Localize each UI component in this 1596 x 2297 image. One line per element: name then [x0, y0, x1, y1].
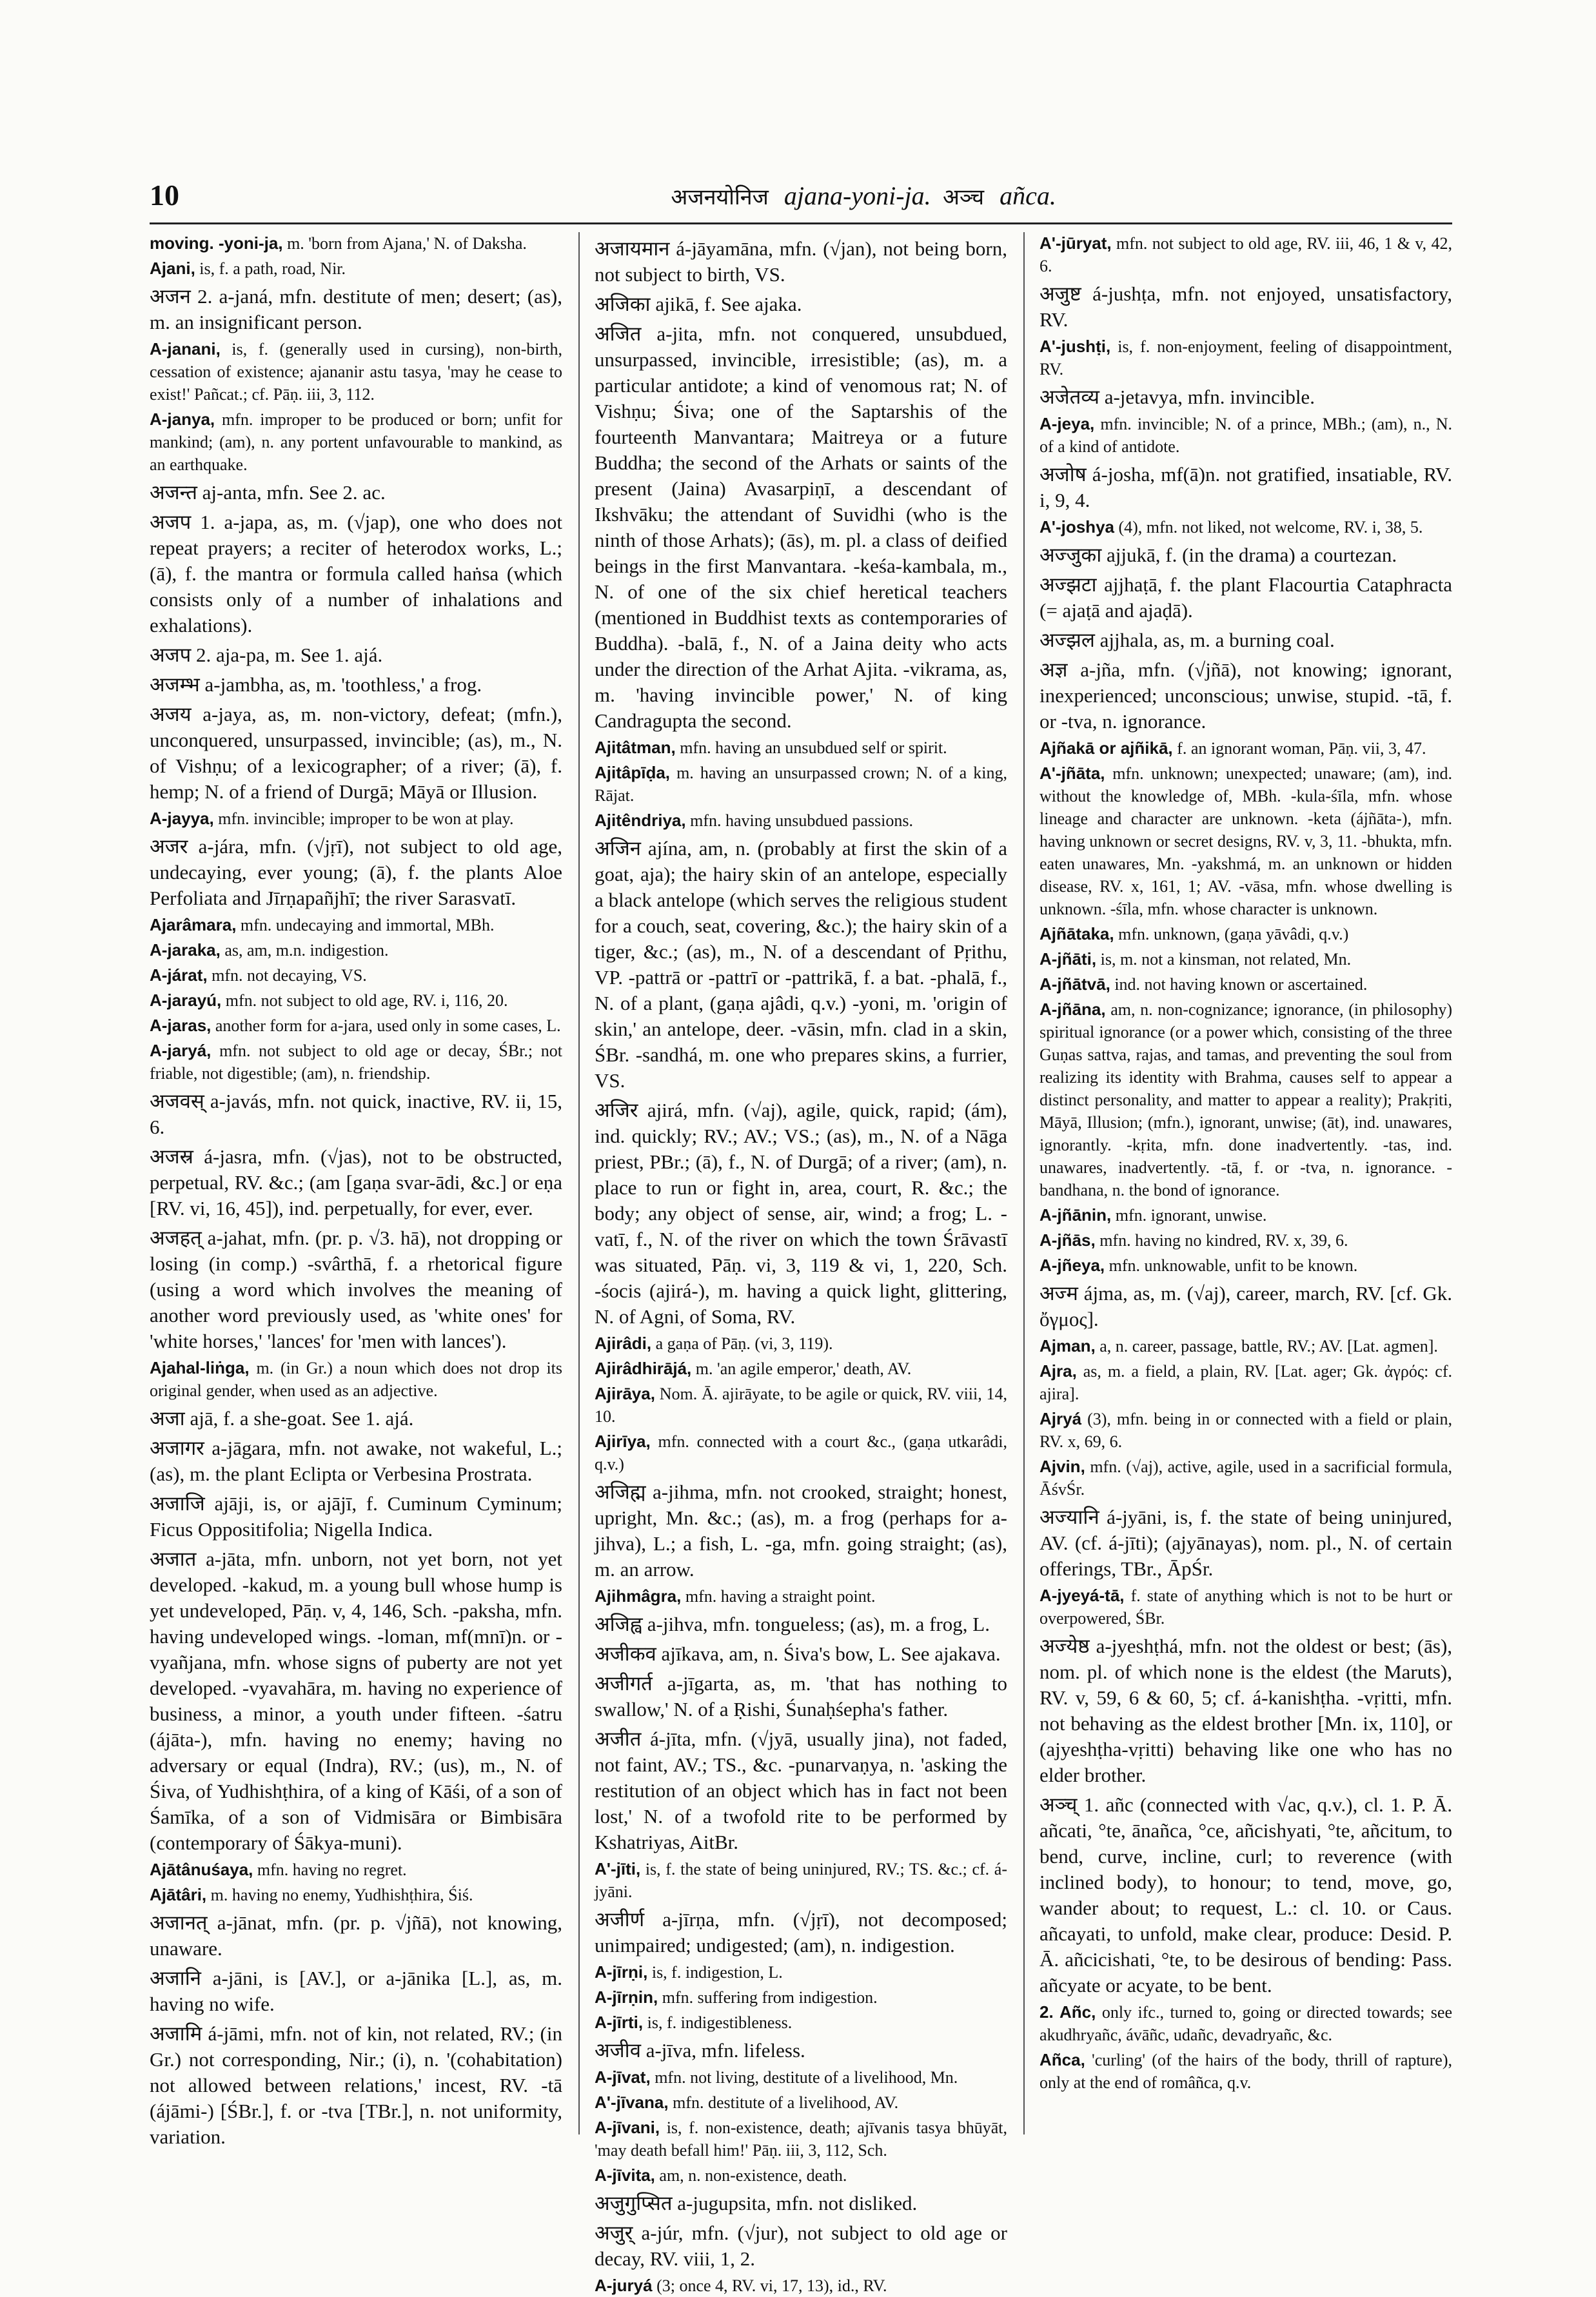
entry-definition: 'curling' (of the hairs of the body, thrill of rapture), only at the end of româñca, q.v. [1039, 2051, 1452, 2092]
entry-headword: अजिह्म [595, 1481, 646, 1504]
entry-definition: ajjhala, as, m. a burning coal. [1099, 629, 1335, 651]
dictionary-entry [150, 1546, 562, 1856]
entry-definition: a-jihma, mfn. not crooked, straight; honest, upright, Mn. &c.; (as), m. a frog (perhaps for a-jihva), L.; a fish, L. -ga, mfn. going straight; (as), m. an arrow. [595, 1481, 1008, 1581]
entry-headword: A-jīrṇin, [595, 1987, 658, 2007]
column-divider [578, 232, 580, 2134]
entry-definition: ajína, am, n. (probably at first the skin of a goat, aja); the hairy skin of an antelope, especially a black antelope (which serves the religious student for a couch, seat, covering, &c.); the hairy skin of a tiger, &c.; (as), m., N. of a descendant of Pṛithu, VP. -pattrā or -pattrī or -pattrikā, f. a bat. -phalā, f., N. of a plant, (gaṇa ajâdi, q.v.) -yoni, m. 'origin of skin,' an antelope, deer. -vāsin, mfn. clad in a skin, ŚBr. -sandhá, m. one who prepares skins, a furrier, VS. [595, 837, 1008, 1092]
dictionary-entry [595, 1612, 1007, 1637]
entry-headword: अजेतव्य [1039, 386, 1099, 409]
dictionary-entry [1039, 1584, 1452, 1630]
entry-definition: mfn. unknown; unexpected; unaware; (am), ind. without the knowledge of, MBh. -kula-śīla, mfn. whose lineage and character are unknown. -keta (ájñāta-), mfn. having unknown or secret designs, RV. v, 3, 11. -bhukta, mfn. eaten unawares, Mn. -yakshmá, m. an unknown or hidden disease, RV. x, 161, 1; AV. -vāsa, mfn. whose dwelling is unknown. -śīla, mfn. whose character is unknown. [1039, 764, 1453, 918]
entry-headword: A-jīvat, [595, 2067, 651, 2087]
entry-definition: a-jita, mfn. not conquered, unsubdued, unsurpassed, invincible, irresistible; (as), m. a particular antidote; a kind of venomous rat; N. of Vishṇu; Śiva; one of the Saptarshis of the fourteenth Manvantara; Maitreya or a future Buddha; the second of the Arhats or saints of the present (Jaina) Avasarpiṇī, a descendant of Ikshvāku; the attendant of Suvidhi (who is the ninth of those Arhats); (ās), m. pl. a class of deified beings in the first Manvantara. -keśa-kambala, m., N. of one of the six chief heretical teachers (mentioned in Buddhist texts as contemporaries of Buddha). -balā, f., N. of a Jaina deity who acts under the direction of the Arhat Ajita. -vikrama, as, m. 'having invincible power,' N. of king Candragupta the second. [595, 322, 1008, 732]
dictionary-entry [1039, 1229, 1452, 1252]
entry-definition: a-jahat, mfn. (pr. p. √3. hā), not dropping or losing (in comp.) -svârthā, f. a rhetorical figure (using a word which involves the meaning of another word previously used, as 'white ones' for 'white horses,' 'lances' for 'men with lances'). [150, 1227, 562, 1352]
entry-headword: अज्झल [1039, 629, 1095, 652]
entry-definition: f. state of anything which is not to be hurt or overpowered, ŚBr. [1039, 1586, 1453, 1628]
entry-definition: mfn. invincible; N. of a prince, MBh.; (am), n., N. of a kind of antidote. [1039, 415, 1453, 456]
page-header [150, 178, 1452, 223]
entry-headword: A-jaraka, [150, 940, 221, 960]
entry-headword: A-jīrti, [595, 2013, 644, 2032]
dictionary-entry [595, 736, 1007, 759]
entry-definition: Nom. Ā. ajirāyate, to be agile or quick, RV. viii, 14, 10. [595, 1385, 1007, 1426]
dictionary-entry [595, 2191, 1007, 2216]
entry-definition: mfn. having an unsubdued self or spirit. [680, 738, 947, 757]
entry-definition: mfn. having no regret. [257, 1860, 407, 1879]
dictionary-entry [1039, 281, 1452, 333]
dictionary-entry [595, 1383, 1007, 1428]
entry-definition: mfn. not subject to old age, RV. i, 116, 20. [225, 991, 508, 1010]
entry-definition: a-jetavya, mfn. invincible. [1104, 386, 1315, 408]
entry-headword: A-járat, [150, 965, 208, 985]
entry-headword: A'-jīvana, [595, 2093, 669, 2112]
entry-headword: moving. -yoni-ja, [150, 233, 283, 253]
entry-definition: is, f. a path, road, Nir. [199, 259, 346, 278]
dictionary-entry [1039, 1254, 1452, 1277]
entry-headword: A-jarayú, [150, 991, 222, 1010]
entry-definition: a-jāgara, mfn. not awake, not wakeful, L.; (as), m. the plant Eclipta or Verbesina Prostrata. [150, 1437, 563, 1485]
dictionary-entry [1039, 384, 1452, 410]
entry-definition: a-jānat, mfn. (pr. p. √jñā), not knowing, unaware. [150, 1911, 562, 1960]
entry-definition: mfn. having unsubdued passions. [690, 811, 914, 830]
entry-definition: is, f. non-existence, death; ajīvanis tasya bhūyāt, 'may death befall him!' Pāṇ. iii, 3, 112, Sch. [595, 2118, 1008, 2160]
dictionary-entry [1039, 462, 1452, 513]
entry-definition: a, n. career, passage, battle, RV.; AV. [Lat. agmen]. [1099, 1337, 1438, 1356]
entry-headword: Ajātânuśaya, [150, 1860, 253, 1879]
dictionary-entry [595, 2274, 1007, 2297]
entry-definition: 2. aja-pa, m. See 1. ajá. [196, 644, 383, 666]
dictionary-entry [1039, 737, 1452, 760]
entry-headword: A-jaras, [150, 1016, 212, 1035]
entry-definition: ajjukā, f. (in the drama) a courtezan. [1107, 544, 1397, 566]
dictionary-entry [150, 964, 562, 987]
header-right-devanagari: अञ्च [943, 184, 985, 210]
entry-definition: á-jushṭa, mfn. not enjoyed, unsatisfactory, RV. [1039, 282, 1452, 331]
header-right-translit: añca. [1000, 181, 1056, 210]
dictionary-entry [150, 232, 562, 255]
entry-definition: m. 'born from Ajana,' N. of Daksha. [287, 234, 527, 253]
entry-definition: ajāji, is, or ajājī, f. Cuminum Cyminum; Ficus Oppositifolia; Nigella Indica. [150, 1492, 563, 1541]
dictionary-entry [150, 480, 562, 506]
entry-headword: A-janya, [150, 409, 215, 429]
dictionary-entry [595, 2038, 1007, 2064]
entry-definition: a-jambha, as, m. 'toothless,' a frog. [204, 673, 482, 696]
entry-headword: अजीगर्त [595, 1672, 653, 1695]
entry-headword: अजुगुप्सित [595, 2192, 673, 2215]
dictionary-entry [595, 836, 1007, 1094]
entry-headword: अजानत् [150, 1911, 208, 1935]
entry-headword: Ajñakā or ajñikā, [1039, 738, 1173, 758]
header-center-devanagari: अजनयोनिज [671, 184, 769, 210]
entry-headword: Ajihmâgra, [595, 1586, 682, 1606]
dictionary-entry [150, 642, 562, 668]
dictionary-entry [150, 338, 562, 406]
entry-definition: only ifc., turned to, going or directed towards; see akudhryañc, ávāñc, udañc, devadryañc, &c. [1039, 2003, 1452, 2044]
entry-definition: á-jāyamāna, mfn. (√jan), not being born, not subject to birth, VS. [595, 237, 1008, 286]
entry-headword: Ajani, [150, 259, 195, 278]
dictionary-entry [150, 1144, 562, 1221]
entry-definition: am, n. non-cognizance; ignorance, (in philosophy) spiritual ignorance (or a power which, consisting of the three Guṇas sattva, rajas, and tamas, and preventing the soul from realizing its identity with Brahma, causes self to appear a distinct personality, and matter to appear a reality); Prakṛiti, Māyā, Illusion; (mfn.), ignorant, unwise; (āt), ind. unawares, ignorantly. -kṛita, mfn. done inadvertently. -tas, ind. unawares, inadvertently. -tā, f. or -tva, n. ignorance. -bandhana, n. the bond of ignorance. [1039, 1000, 1452, 1199]
entry-definition: á-jyāni, is, f. the state of being uninjured, AV. (cf. á-jīti); (ajyānayas), nom. pl., N. of certain offerings, TBr., ĀpŚr. [1039, 1506, 1452, 1580]
entry-headword: A-jñeya, [1039, 1256, 1105, 1275]
entry-definition: mfn. (√aj), active, agile, used in a sacrificial formula, ĀśvŚr. [1039, 1457, 1453, 1499]
dictionary-entry [150, 914, 562, 936]
entry-definition: mfn. not decaying, VS. [212, 966, 367, 985]
column-3 [1039, 232, 1452, 2167]
entry-definition: ind. not having known or ascertained. [1114, 975, 1368, 994]
entry-headword: अजिन [595, 837, 641, 860]
dictionary-entry [595, 2066, 1007, 2089]
entry-definition: a gaṇa of Pāṇ. (vi, 3, 119). [655, 1334, 833, 1353]
entry-headword: A-jayya, [150, 809, 214, 828]
entry-definition: mfn. unknown, (gaṇa yāvâdi, q.v.) [1118, 925, 1349, 943]
dictionary-entry [595, 2164, 1007, 2187]
entry-headword: 2. Añc, [1039, 2002, 1096, 2022]
entry-headword: अजीत [595, 1728, 642, 1751]
entry-headword: अजुष्ट [1039, 282, 1081, 306]
entry-headword: Ajman, [1039, 1336, 1096, 1356]
entry-definition: m. 'an agile emperor,' death, AV. [695, 1359, 912, 1378]
entry-headword: A'-jūryat, [1039, 233, 1112, 253]
entry-headword: अज्झटा [1039, 573, 1097, 596]
entry-headword: A-jīrṇi, [595, 1962, 648, 1982]
dictionary-entry [1039, 1360, 1452, 1405]
entry-headword: अजम्भ [150, 673, 200, 696]
dictionary-entry [150, 989, 562, 1012]
entry-definition: mfn. improper to be produced or born; unfit for mankind; (am), n. any portent unfavourable to mankind, as an earthquake. [150, 410, 562, 474]
entry-headword: अजायमान [595, 237, 670, 261]
entry-headword: A-janani, [150, 339, 221, 359]
entry-headword: अजर [150, 835, 188, 858]
dictionary-entry [150, 1435, 562, 1487]
dictionary-entry [150, 939, 562, 961]
dictionary-entry [595, 1332, 1007, 1355]
entry-definition: as, m. a field, a plain, RV. [Lat. ager; Gk. ἀγρός: cf. ajira]. [1039, 1362, 1452, 1403]
entry-definition: a-jāni, is [AV.], or a-jānika [L.], as, m. having no wife. [150, 1967, 563, 2015]
entry-headword: अज्म [1039, 1282, 1078, 1305]
dictionary-entry [595, 2091, 1007, 2114]
entry-definition: aj-anta, mfn. See 2. ac. [202, 481, 386, 504]
entry-definition: is, f. indigestion, L. [651, 1963, 783, 1982]
column-2 [595, 232, 1008, 2295]
dictionary-entry [1039, 572, 1452, 624]
entry-headword: अजीर्ण [595, 1908, 645, 1931]
entry-definition: a-jīgarta, as, m. 'that has nothing to swallow,' N. of a Ṛishi, Śunaḥśepha's father. [595, 1672, 1008, 1720]
entry-definition: mfn. connected with a court &c., (gaṇa utkarâdi, q.v.) [595, 1432, 1008, 1474]
entry-headword: अजहत् [150, 1227, 202, 1250]
entry-definition: mfn. having no kindred, RV. x, 39, 6. [1099, 1231, 1348, 1250]
dictionary-entry [150, 1910, 562, 1962]
entry-definition: a-jīva, mfn. lifeless. [645, 2039, 805, 2062]
entry-definition: á-jāmi, mfn. not of kin, not related, RV.; (in Gr.) not corresponding, Nir.; (i), n. '(cohabitation) not allowed between relations,' incest, RV. -tā (ájāmi-) [ŚBr.], f. or -tva [TBr.], n. not uniformity, variation. [150, 2022, 562, 2148]
entry-definition: as, am, m.n. indigestion. [224, 941, 389, 960]
entry-headword: अजप [150, 511, 192, 534]
entry-definition: a-jihva, mfn. tongueless; (as), m. a frog, L. [647, 1613, 990, 1635]
entry-definition: (3; once 4, RV. vi, 17, 13), id., RV. [656, 2276, 887, 2295]
entry-definition: ájma, as, m. (√aj), career, march, RV. [cf. Gk. ὄγμος]. [1039, 1282, 1452, 1330]
dictionary-entry [1039, 413, 1452, 458]
entry-definition: mfn. ignorant, unwise. [1115, 1206, 1267, 1225]
entry-headword: Ajitâpīḍa, [595, 763, 671, 782]
column-1 [150, 232, 562, 2167]
entry-headword: A-jñāna, [1039, 1000, 1106, 1019]
dictionary-entry [1039, 998, 1452, 1201]
entry-definition: mfn. unknowable, unfit to be known. [1108, 1256, 1358, 1275]
entry-headword: Ajirâdi, [595, 1334, 652, 1353]
entry-headword: अजुर् [595, 2222, 633, 2245]
dictionary-entry [1039, 657, 1452, 734]
entry-headword: A-jeya, [1039, 414, 1095, 433]
dictionary-entry [595, 1479, 1007, 1582]
header-center-translit: ajana-yoni-ja. [783, 181, 931, 210]
dictionary-entry [1039, 1792, 1452, 1998]
entry-definition: a-jaya, as, m. non-victory, defeat; (mfn.), unconquered, unsurpassed, invincible; (as), m., N. of Vishṇu; of a lexicographer; of a river; (ā), f. hemp; N. of a friend of Durgā; Māyā or Illusion. [150, 703, 562, 803]
dictionary-entry [150, 702, 562, 805]
entry-headword: अजोष [1039, 463, 1087, 486]
entry-headword: अजीव [595, 2039, 641, 2062]
entry-headword: अजिह्व [595, 1613, 643, 1636]
entry-definition: m. having an unsurpassed crown; N. of a king, Rājat. [595, 764, 1007, 805]
dictionary-entry [595, 1585, 1007, 1608]
entry-headword: अज्यानि [1039, 1506, 1099, 1529]
dictionary-entry [595, 762, 1007, 807]
entry-headword: A-jñāti, [1039, 949, 1097, 969]
entry-definition: m. having no enemy, Yudhishṭhira, Śiś. [210, 1886, 473, 1904]
entry-headword: अज्ञ [1039, 658, 1068, 682]
entry-definition: m. (in Gr.) a noun which does not drop its original gender, when used as an adjective. [150, 1359, 563, 1400]
dictionary-entry [595, 1858, 1007, 1903]
dictionary-entry [595, 2220, 1007, 2272]
dictionary-entry [150, 1225, 562, 1354]
entry-headword: Ajahal-liṅga, [150, 1358, 250, 1377]
entry-headword: A-jyeyá-tā, [1039, 1586, 1125, 1605]
entry-headword: अञ्च् [1039, 1793, 1078, 1817]
entry-headword: अजवस् [150, 1090, 204, 1113]
entry-definition: a-júr, mfn. (√jur), not subject to old age or decay, RV. viii, 1, 2. [595, 2222, 1007, 2270]
dictionary-entry [1039, 2049, 1452, 2094]
entry-headword: अजात [150, 1548, 197, 1571]
dictionary-entry [595, 1641, 1007, 1667]
entry-headword: अजित [595, 322, 642, 346]
dictionary-entry [1039, 948, 1452, 971]
entry-definition: á-jīta, mfn. (√jyā, usually jina), not faded, not faint, AV.; TS., &c. -punarvaṇya, n. 'asking the restitution of an object which has in fact not been lost,' N. of a twofold rite to be performed by Kshatriyas, AitBr. [595, 1728, 1008, 1853]
header-right-headword [943, 181, 1056, 211]
dictionary-entry [150, 1858, 562, 1881]
entry-headword: Ajvin, [1039, 1457, 1085, 1476]
entry-definition: is, f. non-enjoyment, feeling of disappointment, RV. [1039, 337, 1452, 379]
dictionary-entry [1039, 973, 1452, 996]
entry-definition: is, f. the state of being uninjured, RV.; TS. &c.; cf. á-jyāni. [595, 1860, 1007, 1901]
entry-definition: mfn. invincible; improper to be won at play. [218, 809, 514, 828]
page-number: 10 [150, 179, 179, 212]
entry-headword: अजाजि [150, 1492, 205, 1515]
dictionary-entry [595, 1961, 1007, 1984]
dictionary-entry [1039, 1633, 1452, 1788]
dictionary-entry [595, 1907, 1007, 1958]
dictionary-entry [150, 807, 562, 830]
entry-definition: mfn. destitute of a livelihood, AV. [673, 2093, 899, 2112]
dictionary-entry [595, 1430, 1007, 1475]
entry-headword: अजप [150, 644, 192, 667]
entry-headword: A'-joshya [1039, 517, 1114, 537]
entry-headword: अजिका [595, 293, 651, 316]
dictionary-entry [1039, 1408, 1452, 1453]
dictionary-entry [150, 1884, 562, 1906]
entry-definition: a-jára, mfn. (√jṛī), not subject to old age, undecaying, ever young; (ā), f. the plants Aloe Perfoliata and Jīrṇapañjhī; the river Sarasvatī. [150, 835, 563, 909]
entry-definition: mfn. not living, destitute of a livelihood, Mn. [655, 2068, 958, 2087]
entry-definition: am, n. non-existence, death. [659, 2166, 847, 2185]
entry-headword: अजस्र [150, 1145, 193, 1168]
entry-definition: is, f. (generally used in cursing), non-birth, cessation of existence; ajananir astu tasya, 'may he cease to exist!' Pañcat.; cf. Pāṇ. iii, 3, 112. [150, 340, 563, 404]
entry-definition: mfn. not subject to old age, RV. iii, 46, 1 & v, 42, 6. [1039, 234, 1452, 275]
header-rule [150, 222, 1452, 224]
entry-headword: अजन [150, 285, 191, 308]
dictionary-entry [595, 1726, 1007, 1855]
entry-headword: A-jñānin, [1039, 1205, 1112, 1225]
entry-headword: Añca, [1039, 2050, 1085, 2069]
entry-definition: ajjhaṭā, f. the plant Flacourtia Cataphracta (= ajaṭā and ajaḍā). [1039, 573, 1453, 622]
entry-headword: अज्जुका [1039, 544, 1102, 567]
dictionary-entry [150, 284, 562, 335]
entry-headword: Ajātâri, [150, 1885, 207, 1904]
header-center-headword [150, 181, 1452, 211]
dictionary-entry [150, 509, 562, 638]
entry-definition: mfn. undecaying and immortal, MBh. [240, 916, 495, 934]
column-divider [1023, 232, 1025, 2134]
entry-headword: A-jaryá, [150, 1041, 212, 1060]
dictionary-entry [150, 1357, 562, 1402]
entry-headword: A-jīvani, [595, 2118, 660, 2137]
entry-definition: ajikā, f. See ajaka. [655, 293, 802, 315]
entry-definition: a-jāta, mfn. unborn, not yet born, not yet developed. -kakud, m. a young bull whose hump is yet undeveloped, Pāṇ. v, 4, 146, Sch. -paksha, mfn. having undeveloped wings. -loman, mf(mnī)n. or -vyañjana, mfn. whose signs of puberty are not yet developed. -vyavahāra, m. having no experience of business, a minor, a youth under fifteen. -śatru (ájāta-), mfn. having no enemy; having no adversary or equal (Indra), RV.; (us), m., N. of Śiva, of Yudhishṭhira, of a king of Kāśi, of a son of Śamīka, of a son of Vidmisāra or Bimbisāra (contemporary of Śākya-muni). [150, 1548, 562, 1854]
dictionary-entry [1039, 627, 1452, 653]
entry-definition: (4), mfn. not liked, not welcome, RV. i, 38, 5. [1118, 518, 1423, 537]
dictionary-entry [1039, 335, 1452, 380]
dictionary-entry [1039, 1204, 1452, 1227]
dictionary-entry [150, 1406, 562, 1432]
dictionary-entry [595, 809, 1007, 832]
entry-headword: Ajñātaka, [1039, 924, 1114, 943]
dictionary-entry [1039, 542, 1452, 568]
dictionary-entry [1039, 1504, 1452, 1582]
entry-headword: A-jñās, [1039, 1230, 1096, 1250]
dictionary-entry [595, 1986, 1007, 2009]
dictionary-entry [595, 2011, 1007, 2034]
entry-headword: अजिर [595, 1099, 638, 1122]
dictionary-entry [1039, 1335, 1452, 1357]
dictionary-entry [595, 291, 1007, 317]
entry-definition: 1. a-japa, as, m. (√jap), one who does not repeat prayers; a reciter of heterodox works, L.; (ā), f. the mantra or formula called haṅsa (which consists only of a number of inhalations and exhalations). [150, 511, 563, 636]
entry-headword: अजामि [150, 2022, 202, 2046]
entry-headword: अजन्त [150, 481, 197, 504]
entry-definition: mfn. having a straight point. [685, 1587, 876, 1606]
entry-headword: A'-jīti, [595, 1859, 641, 1878]
entry-headword: अजा [150, 1407, 185, 1430]
entry-headword: A-juryá [595, 2276, 653, 2295]
entry-headword: A-jñātvā, [1039, 974, 1110, 994]
dictionary-entry [150, 834, 562, 911]
dictionary-entry [1039, 1455, 1452, 1501]
entry-definition: a-jyeshṭhá, mfn. not the oldest or best; (ās), nom. pl. of which none is the eldest (the Maruts), RV. v, 59, 6 & 60, 5; cf. á-kanishṭha. -vṛitti, mfn. not behaving as the eldest brother [Mn. ix, 110], or (ajyeshṭha-vṛitti) behaving like one who has no elder brother. [1039, 1635, 1453, 1786]
entry-headword: Ajirīya, [595, 1432, 651, 1451]
entry-definition: is, f. indigestibleness. [647, 2013, 793, 2032]
entry-headword: Ajirāya, [595, 1384, 655, 1403]
entry-headword: A-jīvita, [595, 2165, 655, 2185]
entry-headword: अजागर [150, 1437, 204, 1460]
dictionary-entry [1039, 923, 1452, 945]
entry-definition: á-josha, mf(ā)n. not gratified, insatiable, RV. i, 9, 4. [1039, 463, 1452, 511]
entry-headword: Ajitêndriya, [595, 811, 686, 830]
entry-headword: अजानि [150, 1967, 201, 1990]
entry-headword: अजय [150, 703, 192, 726]
dictionary-entry [595, 1098, 1007, 1330]
entry-headword: A'-jñāta, [1039, 764, 1105, 783]
dictionary-entry [595, 1671, 1007, 1722]
entry-definition: f. an ignorant woman, Pāṇ. vii, 3, 47. [1177, 739, 1426, 758]
entry-definition: ajirá, mfn. (√aj), agile, quick, rapid; (ám), ind. quickly; RV.; AV.; VS.; (as), m., N. of a Nāga priest, PBr.; (ā), f., N. of Durgā; of a river; (am), n. place to run or fight in, area, court, R. &c.; the body; any object of sense, air, wind; a frog; L. -vatī, f., N. of the river on which the town Śrāvastī was situated, Pāṇ. vi, 3, 119 & vi, 1, 220, Sch. -śocis (ajirá-), m. having a quick light, glittering, N. of Agni, of Soma, RV. [595, 1099, 1008, 1328]
entry-definition: ajīkava, am, n. Śiva's bow, L. See ajakava. [661, 1642, 1001, 1665]
entry-headword: अज्येष्ठ [1039, 1635, 1090, 1658]
entry-definition: a-jña, mfn. (√jñā), not knowing; ignorant, inexperienced; unconscious; unwise, stupid. -tā, f. or -tva, n. ignorance. [1039, 658, 1452, 733]
dictionary-entry [595, 1357, 1007, 1380]
dictionary-entry [150, 257, 562, 280]
entry-definition: a-jīrṇa, mfn. (√jṛī), not decomposed; unimpaired; undigested; (am), n. indigestion. [595, 1908, 1007, 1957]
dictionary-entry [595, 236, 1007, 288]
dictionary-entry [150, 1966, 562, 2017]
dictionary-entry [150, 1040, 562, 1085]
dictionary-entry [150, 2021, 562, 2150]
dictionary-entry [150, 1014, 562, 1037]
dictionary-entry [1039, 2001, 1452, 2046]
entry-headword: अजीकव [595, 1642, 656, 1666]
dictionary-entry [1039, 516, 1452, 538]
dictionary-entry [150, 1089, 562, 1140]
entry-definition: another form for a-jara, used only in some cases, L. [215, 1016, 561, 1035]
entry-definition: ajā, f. a she-goat. See 1. ajá. [190, 1407, 414, 1430]
entry-headword: Ajarâmara, [150, 915, 237, 934]
entry-definition: mfn. not subject to old age or decay, ŚBr.; not friable, not digestible; (am), n. friendship. [150, 1041, 563, 1083]
dictionary-entry [1039, 1281, 1452, 1332]
dictionary-entry [1039, 762, 1452, 920]
entry-definition: á-jasra, mfn. (√jas), not to be obstructed, perpetual, RV. &c.; (am [gaṇa svar-ādi, &c.] or eṇa [RV. vi, 16, 45]), ind. perpetually, for ever, ever. [150, 1145, 562, 1219]
entry-headword: A'-jushṭi, [1039, 337, 1111, 356]
entry-definition: mfn. suffering from indigestion. [662, 1988, 878, 2007]
entry-definition: a-javás, mfn. not quick, inactive, RV. ii, 15, 6. [150, 1090, 562, 1138]
dictionary-entry [1039, 232, 1452, 277]
dictionary-entry [595, 321, 1007, 734]
entry-headword: Ajra, [1039, 1361, 1077, 1381]
entry-definition: (3), mfn. being in or connected with a field or plain, RV. x, 69, 6. [1039, 1410, 1452, 1451]
entry-definition: is, m. not a kinsman, not related, Mn. [1100, 950, 1352, 969]
entry-headword: Ajryá [1039, 1409, 1082, 1428]
entry-headword: Ajitâtman, [595, 738, 676, 757]
dictionary-entry [150, 408, 562, 476]
dictionary-entry [150, 1491, 562, 1543]
entry-definition: a-jugupsita, mfn. not disliked. [677, 2192, 918, 2214]
entry-definition: 2. a-janá, mfn. destitute of men; desert; (as), m. an insignificant person. [150, 285, 562, 333]
entry-headword: Ajirâdhirājá, [595, 1359, 692, 1378]
entry-definition: 1. añc (connected with √ac, q.v.), cl. 1. P. Ā. añcati, °te, ānañca, °ce, añcishyati, °te, añcitum, to bend, curve, incline, curl; to reverence (with inclined body), to honour; to tend, move, go, wander about; to request, L.: cl. 10. or Caus. añcayati, to unfold, make clear, produce: Desid. P. Ā. añcicishati, °te, to be desirous of bending: Pass. añcyate or acyate, to be bent. [1039, 1793, 1453, 1996]
dictionary-entry [150, 672, 562, 698]
dictionary-entry [595, 2116, 1007, 2162]
